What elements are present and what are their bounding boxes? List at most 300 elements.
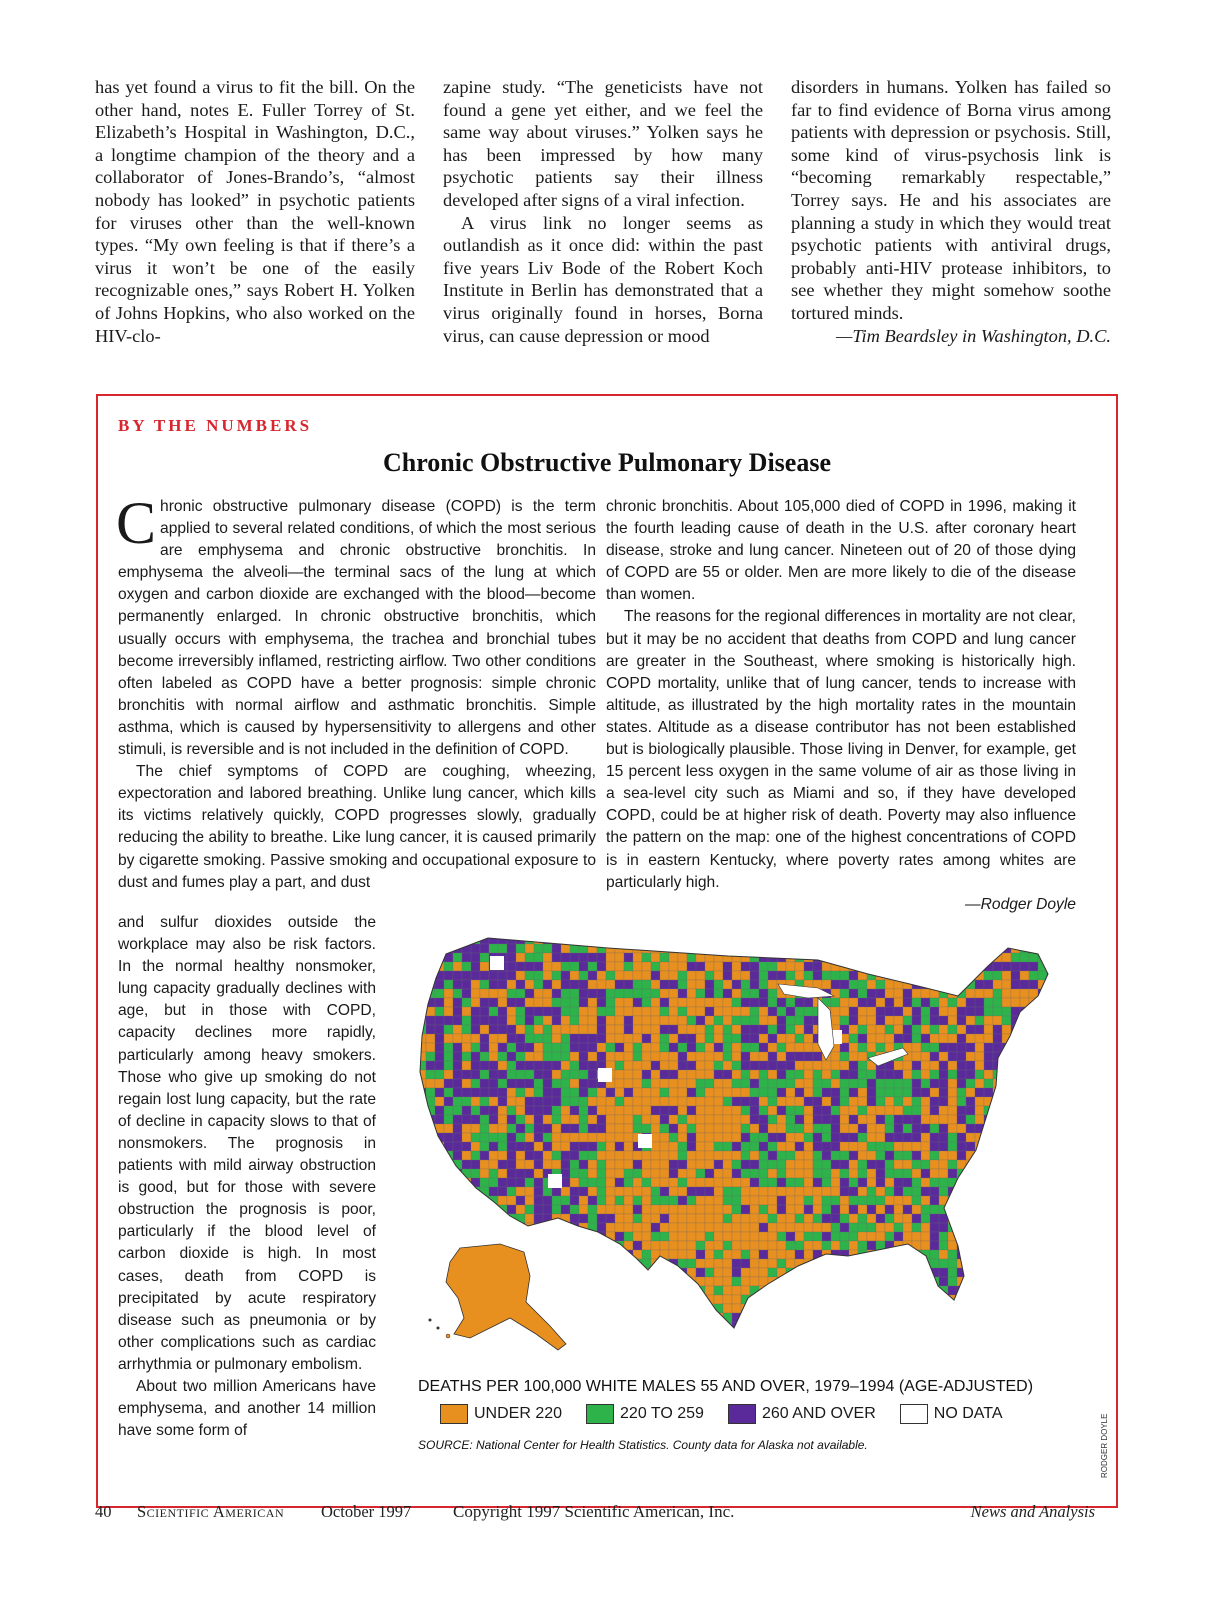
county-cell [597,989,606,998]
county-cell [930,1151,939,1160]
county-cell [741,1016,750,1025]
county-cell [588,1106,597,1115]
county-cell [606,1214,615,1223]
county-cell [705,1070,714,1079]
county-cell [642,1223,651,1232]
county-cell [741,1133,750,1142]
county-cell [462,1223,471,1232]
county-cell [552,1016,561,1025]
county-cell [804,1169,813,1178]
county-cell [1011,971,1020,980]
county-cell [894,1250,903,1259]
county-cell [723,962,732,971]
county-cell [1011,998,1020,1007]
county-cell [489,1079,498,1088]
county-cell [642,1043,651,1052]
county-cell [912,1070,921,1079]
county-cell [444,971,453,980]
county-cell [930,935,939,944]
county-cell [948,1115,957,1124]
county-cell [417,953,426,962]
county-cell [921,1142,930,1151]
county-cell [930,1295,939,1304]
county-cell [966,1160,975,1169]
county-cell [813,971,822,980]
county-cell [669,1124,678,1133]
county-cell [642,998,651,1007]
county-cell [507,1088,516,1097]
county-cell [777,1214,786,1223]
county-cell [975,971,984,980]
county-cell [489,1160,498,1169]
county-cell [678,1115,687,1124]
county-cell [714,935,723,944]
county-cell [858,1124,867,1133]
county-cell [849,1223,858,1232]
county-no-data [490,956,504,970]
county-cell [975,1016,984,1025]
county-cell [606,1286,615,1295]
county-cell [1029,1133,1038,1142]
county-cell [750,1070,759,1079]
county-cell [687,1142,696,1151]
county-cell [804,1115,813,1124]
county-cell [1011,1043,1020,1052]
county-cell [534,944,543,953]
county-cell [426,1070,435,1079]
county-cell [678,971,687,980]
county-cell [903,1016,912,1025]
county-cell [957,1043,966,1052]
county-cell [525,926,534,935]
county-cell [849,1034,858,1043]
county-cell [471,1133,480,1142]
county-cell [660,1142,669,1151]
county-cell [840,1160,849,1169]
county-cell [606,1259,615,1268]
county-cell [822,1070,831,1079]
county-cell [444,1187,453,1196]
county-cell [1020,1052,1029,1061]
county-cell [741,1223,750,1232]
county-cell [714,1052,723,1061]
county-cell [903,1124,912,1133]
county-cell [903,1097,912,1106]
county-cell [624,1304,633,1313]
county-cell [759,1187,768,1196]
county-cell [588,1025,597,1034]
county-cell [669,1322,678,1331]
county-cell [849,1115,858,1124]
county-cell [543,1106,552,1115]
county-cell [696,1133,705,1142]
county-cell [651,1313,660,1322]
county-cell [813,1079,822,1088]
county-cell [912,1331,921,1340]
county-cell [759,1322,768,1331]
county-cell [804,1277,813,1286]
county-cell [435,1268,444,1277]
county-cell [804,1295,813,1304]
county-cell [768,1286,777,1295]
county-cell [543,1151,552,1160]
county-cell [408,1223,417,1232]
article-byline: —Tim Beardsley in Washington, D.C. [835,325,1111,346]
county-cell [678,1160,687,1169]
county-cell [939,944,948,953]
article-paragraph: A virus link no longer seems as outlandish as it once did: within the past five years Liv Bode of the Robert Koch Institute in Berlin has demonstrated that a virus originally found in horses, Borna virus, can cause depression or mood [443,212,763,346]
county-cell [759,1304,768,1313]
county-cell [903,1223,912,1232]
county-cell [471,1223,480,1232]
county-cell [561,953,570,962]
county-cell [507,1169,516,1178]
county-cell [867,1070,876,1079]
county-cell [534,1025,543,1034]
county-cell [615,1313,624,1322]
county-cell [579,971,588,980]
county-cell [894,1025,903,1034]
county-cell [921,989,930,998]
county-cell [768,935,777,944]
county-cell [669,1295,678,1304]
county-cell [957,1205,966,1214]
county-cell [768,980,777,989]
county-cell [471,1214,480,1223]
county-cell [651,926,660,935]
county-cell [1056,1034,1065,1043]
county-cell [813,1286,822,1295]
county-cell [1038,1151,1047,1160]
county-cell [1056,971,1065,980]
county-cell [813,1259,822,1268]
county-cell [858,1115,867,1124]
county-cell [1002,1322,1011,1331]
county-cell [579,1070,588,1079]
county-cell [1038,1205,1047,1214]
county-cell [759,1205,768,1214]
county-cell [633,953,642,962]
county-cell [435,1331,444,1340]
county-cell [624,1034,633,1043]
county-cell [408,1034,417,1043]
county-cell [660,1223,669,1232]
county-cell [957,1223,966,1232]
county-cell [669,1034,678,1043]
county-cell [804,1016,813,1025]
county-cell [597,1097,606,1106]
county-cell [1047,935,1056,944]
county-cell [732,1196,741,1205]
county-cell [921,935,930,944]
county-cell [624,1079,633,1088]
county-cell [633,1097,642,1106]
county-cell [984,1241,993,1250]
county-cell [543,962,552,971]
county-cell [876,1295,885,1304]
county-cell [858,1295,867,1304]
county-cell [813,1313,822,1322]
county-cell [408,1088,417,1097]
county-cell [768,1295,777,1304]
county-no-data [638,1134,652,1148]
county-cell [894,926,903,935]
county-cell [507,1052,516,1061]
county-cell [903,1169,912,1178]
county-cell [822,1142,831,1151]
county-cell [489,1124,498,1133]
county-cell [552,1133,561,1142]
county-cell [444,1250,453,1259]
county-cell [525,1052,534,1061]
county-cell [831,1124,840,1133]
county-cell [480,1124,489,1133]
county-cell [759,1160,768,1169]
county-cell [444,1196,453,1205]
county-cell [975,1295,984,1304]
county-cell [939,1097,948,1106]
county-cell [435,1169,444,1178]
county-cell [507,998,516,1007]
county-cell [606,1052,615,1061]
county-cell [570,1007,579,1016]
county-cell [1056,1313,1065,1322]
county-cell [1020,1106,1029,1115]
county-cell [885,1178,894,1187]
county-cell [570,1106,579,1115]
county-cell [867,1196,876,1205]
county-cell [561,1133,570,1142]
county-cell [570,998,579,1007]
county-cell [516,1106,525,1115]
county-cell [984,1169,993,1178]
county-cell [696,1025,705,1034]
county-cell [723,1331,732,1340]
county-cell [849,1205,858,1214]
county-cell [804,1322,813,1331]
county-cell [885,1106,894,1115]
county-cell [849,1043,858,1052]
county-cell [417,1106,426,1115]
county-cell [444,1106,453,1115]
county-cell [1038,1079,1047,1088]
county-cell [948,1052,957,1061]
county-cell [1056,989,1065,998]
county-cell [606,989,615,998]
county-cell [624,1286,633,1295]
county-cell [795,1142,804,1151]
county-cell [894,1214,903,1223]
county-cell [876,1160,885,1169]
county-cell [651,1331,660,1340]
county-cell [903,1286,912,1295]
county-cell [930,980,939,989]
county-cell [408,1277,417,1286]
county-cell [498,980,507,989]
section-name: News and Analysis [970,1502,1095,1521]
county-cell [462,1160,471,1169]
county-cell [993,1034,1002,1043]
county-cell [975,1259,984,1268]
county-cell [876,1331,885,1340]
county-cell [687,1160,696,1169]
county-cell [651,1286,660,1295]
county-cell [408,944,417,953]
county-cell [543,1142,552,1151]
county-cell [876,1214,885,1223]
county-cell [1002,1304,1011,1313]
county-cell [966,1115,975,1124]
county-cell [462,1187,471,1196]
county-cell [480,962,489,971]
county-cell [1047,1187,1056,1196]
county-cell [606,1241,615,1250]
county-cell [660,1106,669,1115]
county-cell [966,1187,975,1196]
county-cell [543,998,552,1007]
county-cell [579,1106,588,1115]
county-cell [849,1025,858,1034]
county-cell [1029,1124,1038,1133]
county-cell [840,1178,849,1187]
county-cell [633,1232,642,1241]
county-cell [444,1124,453,1133]
county-cell [687,1331,696,1340]
county-cell [759,1196,768,1205]
county-cell [435,980,444,989]
county-cell [705,1322,714,1331]
county-cell [750,962,759,971]
county-cell [795,1034,804,1043]
county-cell [696,989,705,998]
county-cell [507,980,516,989]
county-cell [903,1142,912,1151]
county-cell [579,1034,588,1043]
county-cell [633,926,642,935]
county-cell [984,1124,993,1133]
county-cell [588,971,597,980]
county-cell [912,1223,921,1232]
county-cell [885,1331,894,1340]
county-cell [750,1133,759,1142]
county-cell [930,1178,939,1187]
county-cell [687,1079,696,1088]
county-cell [903,1151,912,1160]
county-cell [975,1061,984,1070]
county-cell [525,1133,534,1142]
county-cell [1056,1331,1065,1340]
county-cell [588,1232,597,1241]
county-cell [588,1079,597,1088]
county-cell [795,953,804,962]
county-cell [768,1313,777,1322]
county-cell [939,1016,948,1025]
county-cell [705,998,714,1007]
county-cell [444,1007,453,1016]
county-cell [867,962,876,971]
county-cell [732,1160,741,1169]
county-cell [921,926,930,935]
county-cell [930,1313,939,1322]
county-cell [984,1304,993,1313]
county-cell [768,998,777,1007]
county-cell [408,926,417,935]
county-cell [669,1169,678,1178]
county-cell [678,998,687,1007]
county-cell [651,1295,660,1304]
county-cell [597,971,606,980]
county-cell [570,980,579,989]
county-cell [948,1331,957,1340]
county-cell [696,1259,705,1268]
county-cell [894,935,903,944]
county-cell [1020,1160,1029,1169]
county-cell [894,1196,903,1205]
county-cell [1002,1205,1011,1214]
county-cell [984,1286,993,1295]
county-cell [939,1025,948,1034]
county-cell [732,1070,741,1079]
county-cell [930,1115,939,1124]
county-cell [669,1133,678,1142]
county-cell [759,1079,768,1088]
county-cell [525,1106,534,1115]
county-cell [651,1277,660,1286]
county-cell [615,1061,624,1070]
county-cell [651,1106,660,1115]
county-cell [1029,1007,1038,1016]
county-cell [705,1232,714,1241]
county-cell [786,1196,795,1205]
county-cell [885,1295,894,1304]
county-cell [633,1214,642,1223]
county-cell [894,1079,903,1088]
article-paragraph: has yet found a virus to fit the bill. On the other hand, notes E. Fuller Torrey of St. Elizabeth’s Hospital in Washington, D.C., a longtime champion of the theory and a collaborator of Jones-Brando’s, “almost nobody has looked” in psychotic patients for viruses other than the well-known types. “My own feeling is that if there’s a virus it won’t be one of the easily recognizable ones,” says Robert H. Yolken of Johns Hopkins, who also worked on the HIV-clo- [95,77,415,346]
county-cell [723,1214,732,1223]
drop-cap: C [116,490,157,556]
county-cell [516,1079,525,1088]
county-cell [966,1124,975,1133]
county-cell [993,1025,1002,1034]
county-cell [993,998,1002,1007]
county-cell [705,1160,714,1169]
county-cell [633,944,642,953]
county-cell [633,1259,642,1268]
county-cell [831,1079,840,1088]
county-cell [588,1088,597,1097]
county-cell [1011,1196,1020,1205]
county-cell [849,1322,858,1331]
county-cell [1056,1043,1065,1052]
county-cell [912,998,921,1007]
county-cell [840,1052,849,1061]
county-cell [984,998,993,1007]
county-no-data [548,1174,562,1188]
county-cell [642,935,651,944]
county-cell [642,1250,651,1259]
county-cell [984,1268,993,1277]
county-cell [480,1016,489,1025]
county-cell [813,1232,822,1241]
county-cell [705,962,714,971]
county-cell [804,935,813,944]
county-cell [471,1151,480,1160]
county-cell [957,1061,966,1070]
county-cell [525,1196,534,1205]
county-cell [453,971,462,980]
county-cell [966,1133,975,1142]
county-cell [579,1196,588,1205]
